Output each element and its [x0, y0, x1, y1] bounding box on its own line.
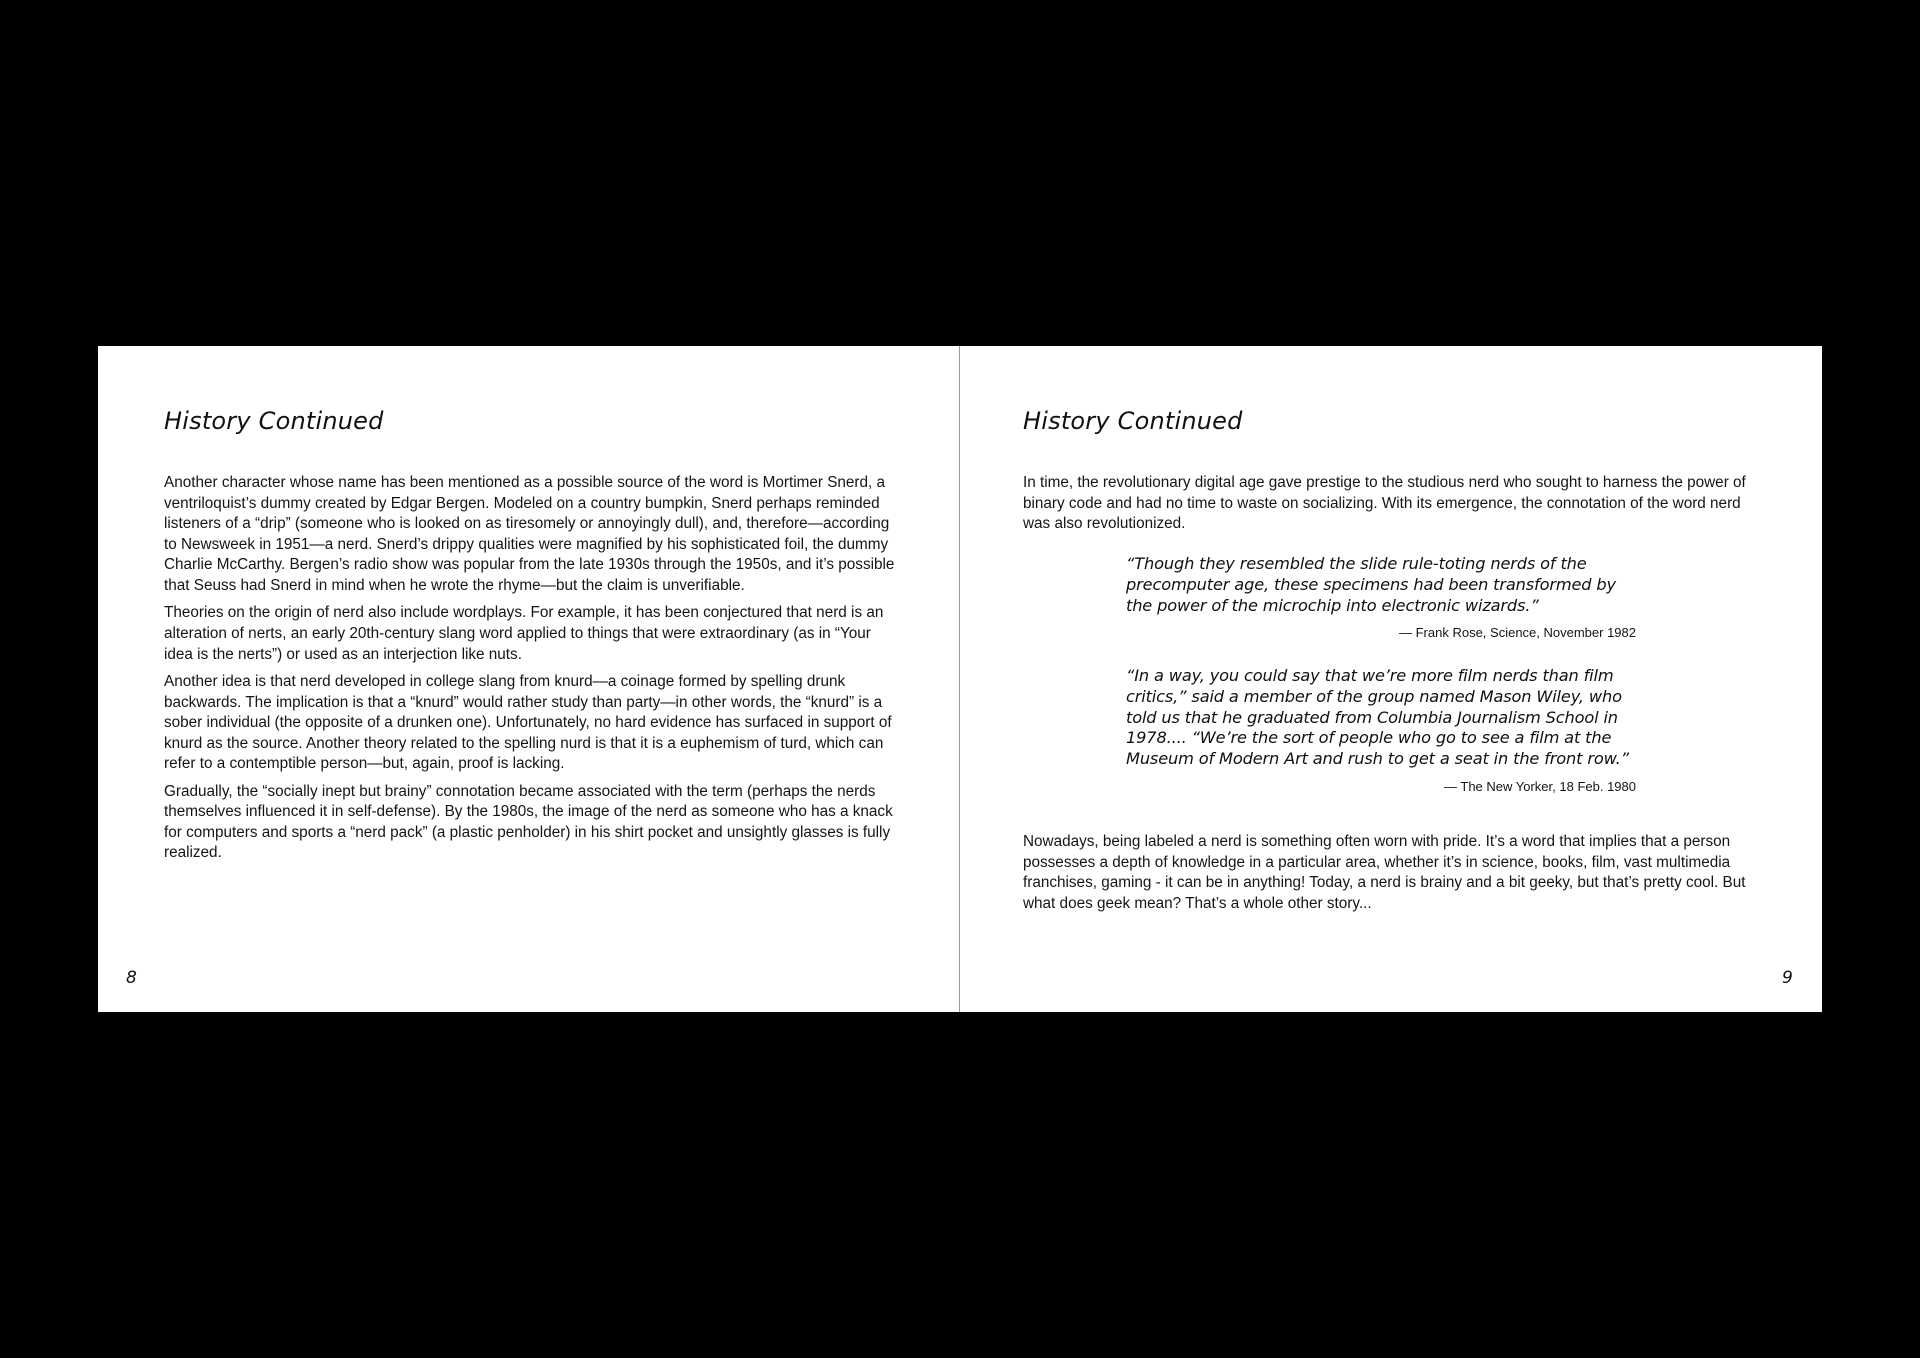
right-page-outro	[1023, 832, 1758, 921]
right-page-heading: History Continued	[1023, 407, 1243, 435]
left-page-heading: History Continued	[164, 407, 384, 435]
pull-quote-1-attribution: — Frank Rose, Science, November 1982	[1399, 625, 1636, 641]
left-paragraph-4: Gradually, the “socially inept but brainy” connotation became associated with the term (perhaps the nerds themselves influenced it in self-defense). By the 1980s, the image of the nerd as someone who has a knack for computers and sports a “nerd pack” (a plastic penholder) in his shirt pocket and unsightly glasses is fully realized.	[164, 782, 893, 862]
left-page-number: 8	[126, 968, 137, 988]
right-outro-paragraph: Nowadays, being labeled a nerd is something often worn with pride. It’s a word that implies that a person possesses a depth of knowledge in a particular area, whether it’s in science, books, film, vast multimedia franchises, gaming - it can be in anything! Today, a nerd is brainy and a bit geeky, but that’s pretty cool. But what does geek mean? That’s a whole other story...	[1023, 833, 1746, 912]
pull-quote-1-text: “Though they resembled the slide rule-toting nerds of the precomputer age, these specimens had been transformed by the power of the microchip into electronic wizards.”	[1126, 554, 1616, 615]
right-intro-paragraph: In time, the revolutionary digital age gave prestige to the studious nerd who sought to harness the power of binary code and had no time to waste on socializing. With its emergence, the connotation of the word nerd was also revolutionized.	[1023, 474, 1746, 533]
left-page-body	[164, 473, 904, 871]
right-page-number: 9	[1782, 968, 1793, 988]
left-paragraph-2: Theories on the origin of nerd also include wordplays. For example, it has been conjectured that nerd is an alteration of nerts, an early 20th-century slang word applied to things that were extraordinary (as in “Your idea is the nerts”) or used as an interjection like nuts.	[164, 604, 884, 663]
left-paragraph-3: Another idea is that nerd developed in college slang from knurd—a coinage formed by spelling drunk backwards. The implication is that a “knurd” would rather study than party—in other words, the “knurd” is a sober individual (the opposite of a drunken one). Unfortunately, no hard evidence has surfaced in support of knurd as the source. Another theory related to the spelling nurd is that it is a euphemism of turd, which can refer to a contemptible person—but, again, proof is lacking.	[164, 672, 892, 773]
right-page-intro	[1023, 473, 1758, 542]
right-page	[960, 346, 1822, 1012]
pull-quote-1	[1126, 554, 1646, 641]
left-page	[98, 346, 960, 1012]
left-paragraph-1: Another character whose name has been mentioned as a possible source of the word is Mortimer Snerd, a ventriloquist’s dummy created by Edgar Bergen. Modeled on a country bumpkin, Snerd perhaps reminded listeners of a “drip” (someone who is looked on as tiresomely or annoyingly dull), and, therefore—according to Newsweek in 1951—a nerd. Snerd’s drippy qualities were magnified by his sophisticated foil, the dummy Charlie McCarthy. Bergen’s radio show was popular from the late 1930s through the 1950s, and it’s possible that Seuss had Snerd in mind when he wrote the rhyme—but the claim is unverifiable.	[164, 474, 895, 594]
pull-quote-2	[1126, 666, 1646, 795]
pull-quote-2-attribution: — The New Yorker, 18 Feb. 1980	[1444, 778, 1636, 794]
book-spread	[98, 346, 1822, 1012]
pull-quote-2-text: “In a way, you could say that we’re more film nerds than film critics,” said a member of the group named Mason Wiley, who told us that he graduated from Columbia Journalism School in 1978.... “We’re the sort of people who go to see a film at the Museum of Modern Art and rush to get a seat in the front row.”	[1126, 666, 1629, 769]
